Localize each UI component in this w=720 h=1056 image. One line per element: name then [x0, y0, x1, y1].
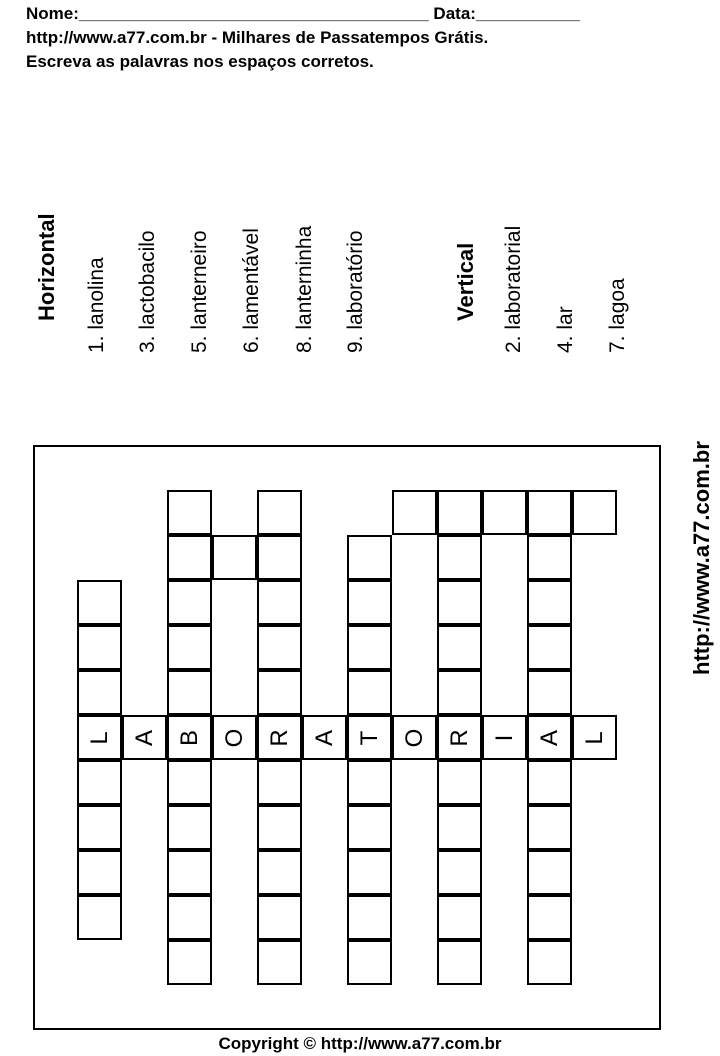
grid-cell[interactable] — [347, 580, 392, 625]
grid-cell[interactable] — [437, 580, 482, 625]
clue-horizontal-6: 6. lamentável — [240, 228, 263, 353]
grid-cell-filled[interactable] — [167, 715, 212, 760]
grid-cell[interactable] — [347, 895, 392, 940]
grid-cell[interactable] — [257, 805, 302, 850]
grid-cell[interactable] — [257, 670, 302, 715]
grid-cell[interactable] — [437, 535, 482, 580]
grid-cell[interactable] — [257, 580, 302, 625]
grid-cell[interactable] — [167, 670, 212, 715]
grid-cell[interactable] — [527, 580, 572, 625]
grid-cell-filled[interactable] — [77, 715, 122, 760]
name-date-line: Nome:_____________________________________ Data:___________ — [26, 4, 580, 23]
grid-cell[interactable] — [77, 805, 122, 850]
grid-letter: R — [445, 728, 473, 747]
grid-cell[interactable] — [527, 940, 572, 985]
grid-cell-filled[interactable] — [347, 715, 392, 760]
grid-cell-filled[interactable] — [392, 715, 437, 760]
grid-cell[interactable] — [77, 625, 122, 670]
instructions: Escreva as palavras nos espaços corretos. — [26, 52, 374, 71]
grid-cell[interactable] — [167, 760, 212, 805]
site-tagline: http://www.a77.com.br - Milhares de Passatempos Grátis. — [26, 28, 489, 47]
grid-cell[interactable] — [527, 805, 572, 850]
grid-cell[interactable] — [167, 850, 212, 895]
clue-horizontal-5: 5. lanterneiro — [188, 230, 211, 353]
grid-cell[interactable] — [437, 670, 482, 715]
grid-cell[interactable] — [437, 895, 482, 940]
grid-cell[interactable] — [347, 940, 392, 985]
grid-cell[interactable] — [167, 805, 212, 850]
grid-cell[interactable] — [167, 895, 212, 940]
grid-cell[interactable] — [347, 670, 392, 715]
grid-cell[interactable] — [482, 490, 527, 535]
grid-cell[interactable] — [437, 805, 482, 850]
clue-vertical-4: 4. lar — [554, 306, 577, 353]
grid-cell[interactable] — [347, 850, 392, 895]
grid-cell[interactable] — [527, 895, 572, 940]
grid-cell[interactable] — [167, 625, 212, 670]
grid-cell[interactable] — [527, 625, 572, 670]
grid-cell-filled[interactable] — [212, 715, 257, 760]
grid-cell[interactable] — [527, 535, 572, 580]
clue-horizontal-8: 8. lanterninha — [293, 225, 316, 353]
grid-cell[interactable] — [437, 625, 482, 670]
grid-cell[interactable] — [347, 805, 392, 850]
grid-cell[interactable] — [257, 625, 302, 670]
vertical-heading: Vertical — [453, 242, 478, 321]
grid-cell-filled[interactable] — [302, 715, 347, 760]
grid-cell[interactable] — [77, 580, 122, 625]
grid-cell[interactable] — [212, 535, 257, 580]
clue-horizontal-1: 1. lanolina — [85, 257, 108, 353]
grid-letter: B — [175, 729, 203, 746]
clue-horizontal-3: 3. lactobacilo — [136, 230, 159, 353]
grid-cell[interactable] — [167, 940, 212, 985]
grid-cell[interactable] — [437, 760, 482, 805]
copyright-footer: Copyright © http://www.a77.com.br — [218, 1034, 502, 1053]
grid-letter: T — [355, 730, 383, 745]
grid-cell[interactable] — [257, 490, 302, 535]
grid-letter: A — [130, 729, 158, 746]
grid-letter: R — [265, 728, 293, 747]
grid-cell-filled[interactable] — [527, 715, 572, 760]
grid-letter: A — [310, 729, 338, 746]
grid-cell[interactable] — [77, 895, 122, 940]
grid-cell[interactable] — [527, 850, 572, 895]
grid-letter: L — [85, 730, 113, 745]
grid-cell[interactable] — [257, 940, 302, 985]
grid-cell[interactable] — [77, 850, 122, 895]
grid-cell-filled[interactable] — [437, 715, 482, 760]
grid-cell[interactable] — [347, 760, 392, 805]
grid-cell[interactable] — [257, 850, 302, 895]
grid-cell[interactable] — [527, 760, 572, 805]
grid-cell[interactable] — [167, 580, 212, 625]
grid-cell-filled[interactable] — [482, 715, 527, 760]
grid-cell-filled[interactable] — [122, 715, 167, 760]
side-site-url: http://www.a77.com.br — [689, 441, 714, 675]
grid-cell[interactable] — [437, 940, 482, 985]
grid-cell[interactable] — [347, 625, 392, 670]
grid-cell[interactable] — [527, 490, 572, 535]
grid-cell[interactable] — [527, 670, 572, 715]
horizontal-heading: Horizontal — [34, 213, 59, 321]
grid-letter: O — [220, 728, 248, 747]
grid-cell[interactable] — [257, 535, 302, 580]
grid-cell[interactable] — [167, 490, 212, 535]
grid-cell[interactable] — [437, 850, 482, 895]
grid-cell[interactable] — [77, 670, 122, 715]
grid-cell[interactable] — [257, 760, 302, 805]
grid-cell-filled[interactable] — [572, 715, 617, 760]
grid-cell[interactable] — [437, 490, 482, 535]
grid-letter: O — [400, 728, 428, 747]
grid-cell[interactable] — [572, 490, 617, 535]
grid-cell[interactable] — [77, 760, 122, 805]
grid-letter: L — [580, 730, 608, 745]
grid-cell[interactable] — [167, 535, 212, 580]
clue-horizontal-9: 9. laboratório — [344, 230, 367, 353]
grid-letter: I — [490, 734, 518, 741]
clue-vertical-2: 2. laboratorial — [502, 225, 525, 353]
clue-vertical-7: 7. lagoa — [606, 278, 629, 353]
grid-cell[interactable] — [257, 895, 302, 940]
grid-letter: A — [535, 729, 563, 746]
grid-cell[interactable] — [392, 490, 437, 535]
grid-cell-filled[interactable] — [257, 715, 302, 760]
grid-cell[interactable] — [347, 535, 392, 580]
